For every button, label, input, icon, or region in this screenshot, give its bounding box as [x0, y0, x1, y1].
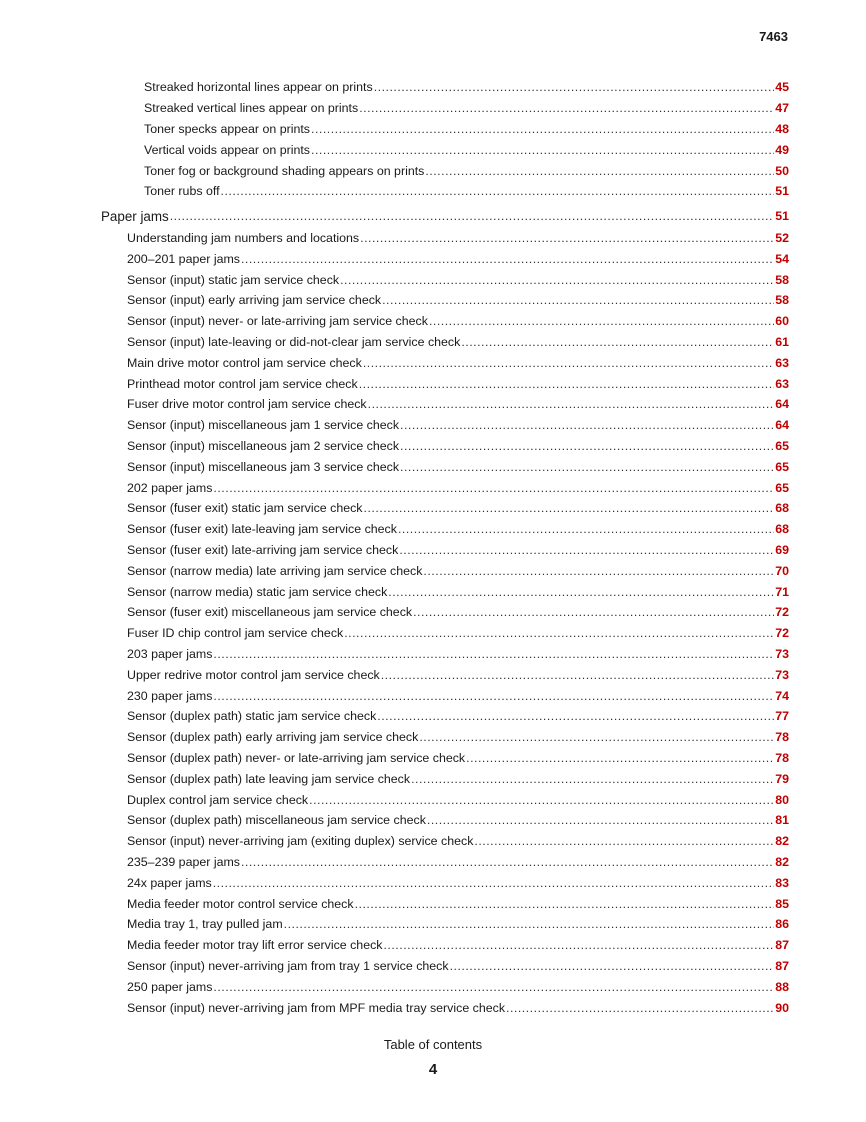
- toc-entry-title: Understanding jam numbers and locations: [127, 230, 360, 245]
- toc-leader-dots: [241, 252, 774, 266]
- toc-entry-title: Sensor (fuser exit) miscellaneous jam service check: [127, 605, 413, 620]
- toc-entry[interactable]: [0, 935, 866, 956]
- toc-entry-page: 73: [775, 667, 789, 682]
- toc-leader-dots: [411, 772, 774, 786]
- toc-entry[interactable]: [0, 332, 866, 353]
- toc-entry-page: 88: [775, 979, 789, 994]
- toc-entry[interactable]: [0, 810, 866, 831]
- toc-entry-page: 52: [775, 230, 789, 245]
- toc-entry-title: Media feeder motor tray lift error service check: [127, 938, 383, 953]
- toc-entry-title: Sensor (duplex path) early arriving jam service check: [127, 730, 419, 745]
- toc-leader-dots: [506, 1001, 774, 1015]
- toc-entry-page: 64: [775, 418, 789, 433]
- toc-entry-title: 230 paper jams: [127, 688, 213, 703]
- toc-leader-dots: [400, 460, 774, 474]
- toc-entry-page: 79: [775, 771, 789, 786]
- toc-entry-title: Sensor (input) miscellaneous jam 1 service check: [127, 418, 400, 433]
- toc-leader-dots: [359, 101, 774, 115]
- toc-entry[interactable]: [0, 77, 866, 98]
- toc-entry-title: Sensor (input) miscellaneous jam 2 service check: [127, 438, 400, 453]
- toc-entry-title: Sensor (duplex path) never- or late-arriving jam service check: [127, 750, 466, 765]
- toc-entry[interactable]: [0, 290, 866, 311]
- toc-entry-title: Sensor (input) early arriving jam service check: [127, 293, 382, 308]
- toc-entry-title: 24x paper jams: [127, 875, 212, 890]
- toc-leader-dots: [413, 605, 774, 619]
- toc-entry-page: 61: [775, 334, 789, 349]
- toc-entry-page: 72: [775, 626, 789, 641]
- toc-entry[interactable]: [0, 352, 866, 373]
- toc-entry-page: 58: [775, 293, 789, 308]
- toc-entry[interactable]: [0, 311, 866, 332]
- toc-leader-dots: [429, 314, 774, 328]
- toc-entry-page: 63: [775, 376, 789, 391]
- toc-entry-page: 68: [775, 522, 789, 537]
- toc-entry-page: 87: [775, 938, 789, 953]
- toc-leader-dots: [381, 668, 774, 682]
- toc-entry-title: Sensor (fuser exit) late-leaving jam service check: [127, 522, 397, 537]
- toc-entry[interactable]: [0, 685, 866, 706]
- toc-entry-title: Sensor (narrow media) late arriving jam service check: [127, 563, 423, 578]
- toc-leader-dots: [364, 501, 775, 515]
- toc-entry[interactable]: [0, 997, 866, 1018]
- toc-entry-title: Toner rubs off: [144, 184, 220, 199]
- toc-leader-dots: [425, 164, 774, 178]
- toc-entry[interactable]: [0, 768, 866, 789]
- toc-entry[interactable]: [0, 373, 866, 394]
- toc-entry-page: 69: [775, 542, 789, 557]
- toc-entry-title: Vertical voids appear on prints: [144, 142, 310, 157]
- toc-entry-title: Toner specks appear on prints: [144, 121, 310, 136]
- toc-entry[interactable]: [0, 228, 866, 249]
- toc-entry-page: 51: [775, 209, 789, 224]
- toc-entry-title: Sensor (input) static jam service check: [127, 272, 340, 287]
- toc-entry-page: 64: [775, 397, 789, 412]
- toc-entry[interactable]: [0, 581, 866, 602]
- toc-entry-page: 71: [775, 584, 789, 599]
- toc-entry[interactable]: [0, 831, 866, 852]
- toc-leader-dots: [284, 917, 774, 931]
- toc-entry[interactable]: [0, 160, 866, 181]
- toc-leader-dots: [466, 751, 774, 765]
- toc-entry-page: 85: [775, 896, 789, 911]
- toc-entry[interactable]: [0, 540, 866, 561]
- toc-leader-dots: [241, 855, 774, 869]
- toc-entry[interactable]: [0, 727, 866, 748]
- toc-entry-page: 83: [775, 875, 789, 890]
- toc-entry[interactable]: [0, 644, 866, 665]
- toc-entry-title: Sensor (input) miscellaneous jam 3 service check: [127, 459, 400, 474]
- toc-leader-dots: [368, 397, 774, 411]
- toc-entry-title: 250 paper jams: [127, 979, 213, 994]
- toc-entry[interactable]: [0, 872, 866, 893]
- toc-entry[interactable]: [0, 139, 866, 160]
- toc-leader-dots: [374, 80, 774, 94]
- toc-entry-title: Streaked vertical lines appear on prints: [144, 101, 359, 116]
- toc-entry[interactable]: [0, 852, 866, 873]
- footer-label: Table of contents: [383, 1037, 483, 1052]
- toc-entry[interactable]: [0, 976, 866, 997]
- toc-entry-title: Sensor (input) never- or late-arriving jam service check: [127, 314, 428, 329]
- toc-entry[interactable]: [0, 623, 866, 644]
- toc-leader-dots: [400, 418, 774, 432]
- toc-leader-dots: [388, 585, 774, 599]
- toc-entry-page: 65: [775, 438, 789, 453]
- toc-entry-page: 68: [775, 501, 789, 516]
- toc-entry-title: Media feeder motor control service check: [127, 896, 354, 911]
- toc-leader-dots: [474, 834, 774, 848]
- toc-entry-page: 45: [775, 80, 789, 95]
- toc-entry[interactable]: [0, 119, 866, 140]
- toc-entry[interactable]: [0, 560, 866, 581]
- toc-entry[interactable]: [0, 789, 866, 810]
- toc-entry-page: 87: [775, 958, 789, 973]
- toc-entry[interactable]: [0, 98, 866, 119]
- toc-entry-title: Sensor (duplex path) late leaving jam service check: [127, 771, 411, 786]
- toc-entry-title: Printhead motor control jam service check: [127, 376, 358, 391]
- toc-entry[interactable]: [0, 498, 866, 519]
- toc-leader-dots: [311, 143, 774, 157]
- toc-entry-title: Sensor (input) never-arriving jam (exiting duplex) service check: [127, 834, 474, 849]
- toc-entry-page: 74: [775, 688, 789, 703]
- toc-entry-page: 70: [775, 563, 789, 578]
- toc-entry-title: Sensor (duplex path) miscellaneous jam service check: [127, 813, 426, 828]
- toc-leader-dots: [170, 209, 774, 223]
- toc-entry-page: 78: [775, 750, 789, 765]
- toc-leader-dots: [382, 293, 774, 307]
- document-code: 7463: [759, 29, 788, 44]
- toc-entry-page: 86: [775, 917, 789, 932]
- toc-entry[interactable]: [0, 706, 866, 727]
- toc-entry[interactable]: [0, 248, 866, 269]
- toc-entry-title: Main drive motor control jam service check: [127, 355, 362, 370]
- toc-leader-dots: [213, 689, 774, 703]
- toc-entry-page: 81: [775, 813, 789, 828]
- toc-entry-title: Duplex control jam service check: [127, 792, 309, 807]
- toc-leader-dots: [423, 564, 774, 578]
- toc-entry[interactable]: [0, 477, 866, 498]
- toc-entry-page: 58: [775, 272, 789, 287]
- toc-entry[interactable]: [0, 456, 866, 477]
- toc-entry[interactable]: [0, 206, 866, 227]
- toc-leader-dots: [213, 876, 774, 890]
- toc-leader-dots: [383, 938, 774, 952]
- toc-entry-title: Paper jams: [101, 208, 169, 224]
- toc-entry[interactable]: [0, 956, 866, 977]
- toc-leader-dots: [213, 980, 774, 994]
- toc-entry-title: Media tray 1, tray pulled jam: [127, 917, 283, 932]
- toc-entry-page: 54: [775, 251, 789, 266]
- toc-entry-page: 73: [775, 646, 789, 661]
- toc-entry-title: Sensor (input) never-arriving jam from tray 1 service check: [127, 958, 449, 973]
- toc-leader-dots: [213, 481, 774, 495]
- toc-entry-page: 49: [775, 142, 789, 157]
- toc-entry-page: 80: [775, 792, 789, 807]
- toc-entry[interactable]: [0, 269, 866, 290]
- toc-entry-title: Sensor (fuser exit) late-arriving jam service check: [127, 542, 399, 557]
- toc-entry-title: Streaked horizontal lines appear on prints: [144, 80, 373, 95]
- toc-entry-page: 48: [775, 121, 789, 136]
- toc-entry-title: Sensor (input) never-arriving jam from MPF media tray service check: [127, 1000, 506, 1015]
- toc-leader-dots: [427, 813, 774, 827]
- toc-leader-dots: [419, 730, 774, 744]
- toc-entry-page: 50: [775, 163, 789, 178]
- toc-leader-dots: [355, 897, 774, 911]
- toc-leader-dots: [360, 231, 774, 245]
- toc-entry-page: 65: [775, 459, 789, 474]
- toc-entry-title: Sensor (duplex path) static jam service check: [127, 709, 377, 724]
- toc-entry-title: Upper redrive motor control jam service check: [127, 667, 380, 682]
- toc-entry-page: 82: [775, 854, 789, 869]
- toc-entry[interactable]: [0, 664, 866, 685]
- toc-leader-dots: [461, 335, 774, 349]
- toc-entry-title: Sensor (fuser exit) static jam service check: [127, 501, 363, 516]
- toc-entry-title: Toner fog or background shading appears on prints: [144, 163, 425, 178]
- toc-leader-dots: [213, 647, 774, 661]
- toc-entry-page: 78: [775, 730, 789, 745]
- toc-entry[interactable]: [0, 602, 866, 623]
- toc-entry-page: 65: [775, 480, 789, 495]
- page-number: 4: [428, 1061, 438, 1078]
- toc-leader-dots: [344, 626, 774, 640]
- toc-entry-title: 202 paper jams: [127, 480, 213, 495]
- toc-entry[interactable]: [0, 519, 866, 540]
- toc-leader-dots: [377, 709, 774, 723]
- toc-entry-title: 235–239 paper jams: [127, 854, 240, 869]
- toc-entry-page: 72: [775, 605, 789, 620]
- toc-entry-page: 63: [775, 355, 789, 370]
- toc-leader-dots: [399, 543, 774, 557]
- toc-leader-dots: [311, 122, 774, 136]
- toc-entry-page: 47: [775, 101, 789, 116]
- toc-leader-dots: [359, 377, 774, 391]
- toc-entry[interactable]: [0, 436, 866, 457]
- toc-entry-title: Sensor (narrow media) static jam service check: [127, 584, 388, 599]
- toc-entry-title: Sensor (input) late-leaving or did-not-clear jam service check: [127, 334, 461, 349]
- toc-entry-title: Fuser ID chip control jam service check: [127, 626, 344, 641]
- toc-leader-dots: [450, 959, 774, 973]
- toc-entry[interactable]: [0, 394, 866, 415]
- toc-leader-dots: [400, 439, 774, 453]
- toc-leader-dots: [309, 793, 774, 807]
- toc-entry[interactable]: [0, 893, 866, 914]
- toc-entry-page: 82: [775, 834, 789, 849]
- toc-entry-page: 90: [775, 1000, 789, 1015]
- toc-entry[interactable]: [0, 181, 866, 202]
- toc-leader-dots: [340, 273, 774, 287]
- toc-leader-dots: [363, 356, 774, 370]
- toc-entry[interactable]: [0, 415, 866, 436]
- toc-entry-page: 77: [775, 709, 789, 724]
- toc-leader-dots: [398, 522, 774, 536]
- toc-entry-title: 203 paper jams: [127, 646, 213, 661]
- toc-entry-title: 200–201 paper jams: [127, 251, 240, 266]
- toc-entry-page: 51: [775, 184, 789, 199]
- toc-entry-page: 60: [775, 314, 789, 329]
- toc-entry[interactable]: [0, 748, 866, 769]
- toc-leader-dots: [221, 184, 774, 198]
- toc-entry[interactable]: [0, 914, 866, 935]
- toc-entry-title: Fuser drive motor control jam service check: [127, 397, 367, 412]
